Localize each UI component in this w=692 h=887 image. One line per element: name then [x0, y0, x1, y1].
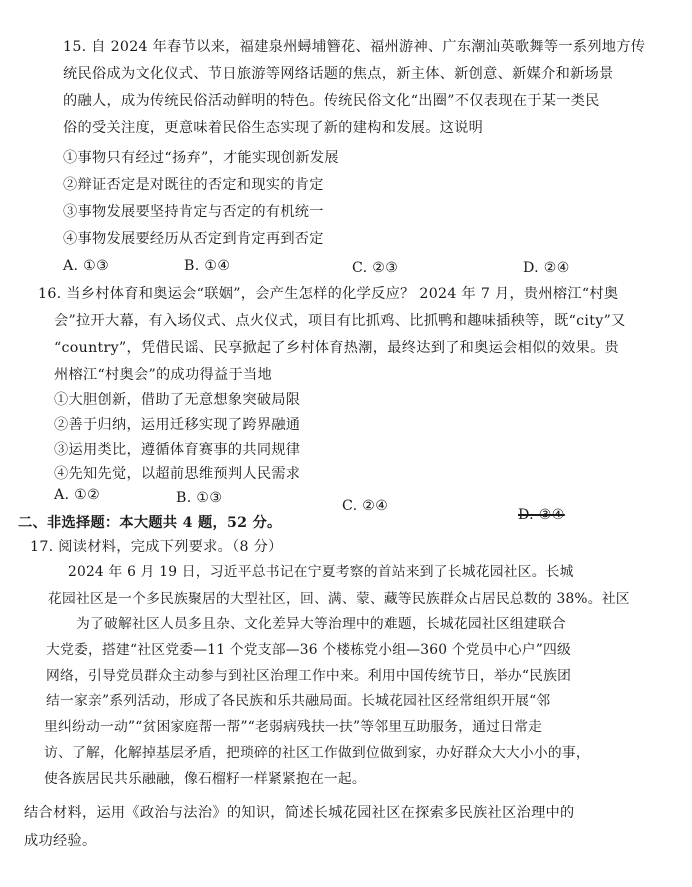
q17-material-line-8: 访、了解，化解掉基层矛盾，把琐碎的社区工作做到位做到家，办好群众大大小小的事，	[44, 745, 590, 761]
q16-line-2: 会”拉开大幕，有入场仪式、点火仪式，项目有比抓鸡、比抓鸭和趣味插秧等，既“city”又	[54, 313, 626, 329]
q17-material-line-6: 结一家亲”系列活动，形成了各民族和乐共融局面。长城花园社区经常组织开展“邻	[46, 693, 551, 709]
q16-option-3: ③运用类比，遵循体育赛事的共同规律	[54, 442, 301, 458]
q15-option-1: ①事物只有经过“扬弃”，才能实现创新发展	[63, 150, 339, 166]
q15-option-2: ②辩证否定是对既往的否定和现实的肯定	[63, 177, 324, 193]
q15-line-1: 15. 自 2024 年春节以来，福建泉州蟳埔簪花、福州游神、广东潮汕英歌舞等一系列地方传	[63, 39, 646, 55]
q17-material-line-3: 为了破解社区人员多且杂、文化差异大等治理中的难题，长城花园社区组建联合	[76, 616, 566, 632]
q17-title: 17. 阅读材料，完成下列要求。（8 分）	[30, 539, 283, 555]
q17-material-line-5: 网络，引导党员群众主动参与到社区治理工作中来。利用中国传统节日，举办“民族团	[46, 668, 572, 684]
section-2-heading: 二、非选择题：本大题共 4 题，52 分。	[18, 515, 282, 531]
q17-question-line-1: 结合材料，运用《政治与法治》的知识，简述长城花园社区在探索多民族社区治理中的	[24, 805, 575, 821]
q17-material-line-7: 里纠纷动一动”“贫困家庭帮一帮”“老弱病残扶一扶”等邻里互助服务，通过日常走	[44, 719, 543, 735]
q15-line-2: 统民俗成为文化仪式、节日旅游等网络话题的焦点，新主体、新创意、新媒介和新场景	[63, 66, 614, 82]
q15-choice-b: B. ①④	[184, 258, 231, 274]
q15-line-4: 俗的受关注度，更意味着民俗生态实现了新的建构和发展。这说明	[63, 120, 484, 136]
q16-line-1: 16. 当乡村体育和奥运会“联姻”，会产生怎样的化学反应？ 2024 年 7 月，贵州榕江“村奥	[38, 286, 619, 302]
q16-option-1: ①大胆创新，借助了无意想象突破局限	[54, 392, 301, 408]
q17-question-line-2: 成功经验。	[24, 833, 97, 849]
q15-option-4: ④事物发展要经历从否定到肯定再到否定	[63, 231, 324, 247]
q16-option-4: ④先知先觉，以超前思维预判人民需求	[54, 466, 301, 482]
q15-choice-d: D. ②④	[523, 260, 570, 276]
q16-line-3: “country”，凭借民谣、民享掀起了乡村体育热潮，最终达到了和奥运会相似的效果。贵	[54, 340, 620, 356]
q16-line-4: 州榕江“村奥会”的成功得益于当地	[54, 367, 272, 383]
q16-choice-d: D. ③④	[518, 507, 565, 523]
q15-option-3: ③事物发展要坚持肯定与否定的有机统一	[63, 204, 324, 220]
q15-line-3: 的融人，成为传统民俗活动鲜明的特色。传统民俗文化“出圈”不仅表现在于某一类民	[63, 93, 600, 109]
q17-material-line-4: 大党委，搭建“社区党委—11 个党支部—36 个楼栋党小组—360 个党员中心户”四级	[46, 642, 572, 658]
q16-option-2: ②善于归纳，运用迁移实现了跨界融通	[54, 417, 301, 433]
q16-choice-c: C. ②④	[342, 498, 389, 514]
q17-material-line-2: 花园社区是一个多民族聚居的大型社区，回、满、蒙、藏等民族群众占居民总数的 38%。社区	[48, 591, 630, 607]
q17-material-line-1: 2024 年 6 月 19 日，习近平总书记在宁夏考察的首站来到了长城花园社区。长城	[68, 564, 574, 580]
q15-choice-c: C. ②③	[352, 260, 399, 276]
q15-choice-a: A. ①③	[63, 258, 110, 274]
q16-choice-a: A. ①②	[54, 487, 101, 503]
q17-material-line-9: 使各族居民共乐融融，像石榴籽一样紧紧抱在一起。	[44, 771, 366, 787]
q16-choice-b: B. ①③	[176, 490, 223, 506]
